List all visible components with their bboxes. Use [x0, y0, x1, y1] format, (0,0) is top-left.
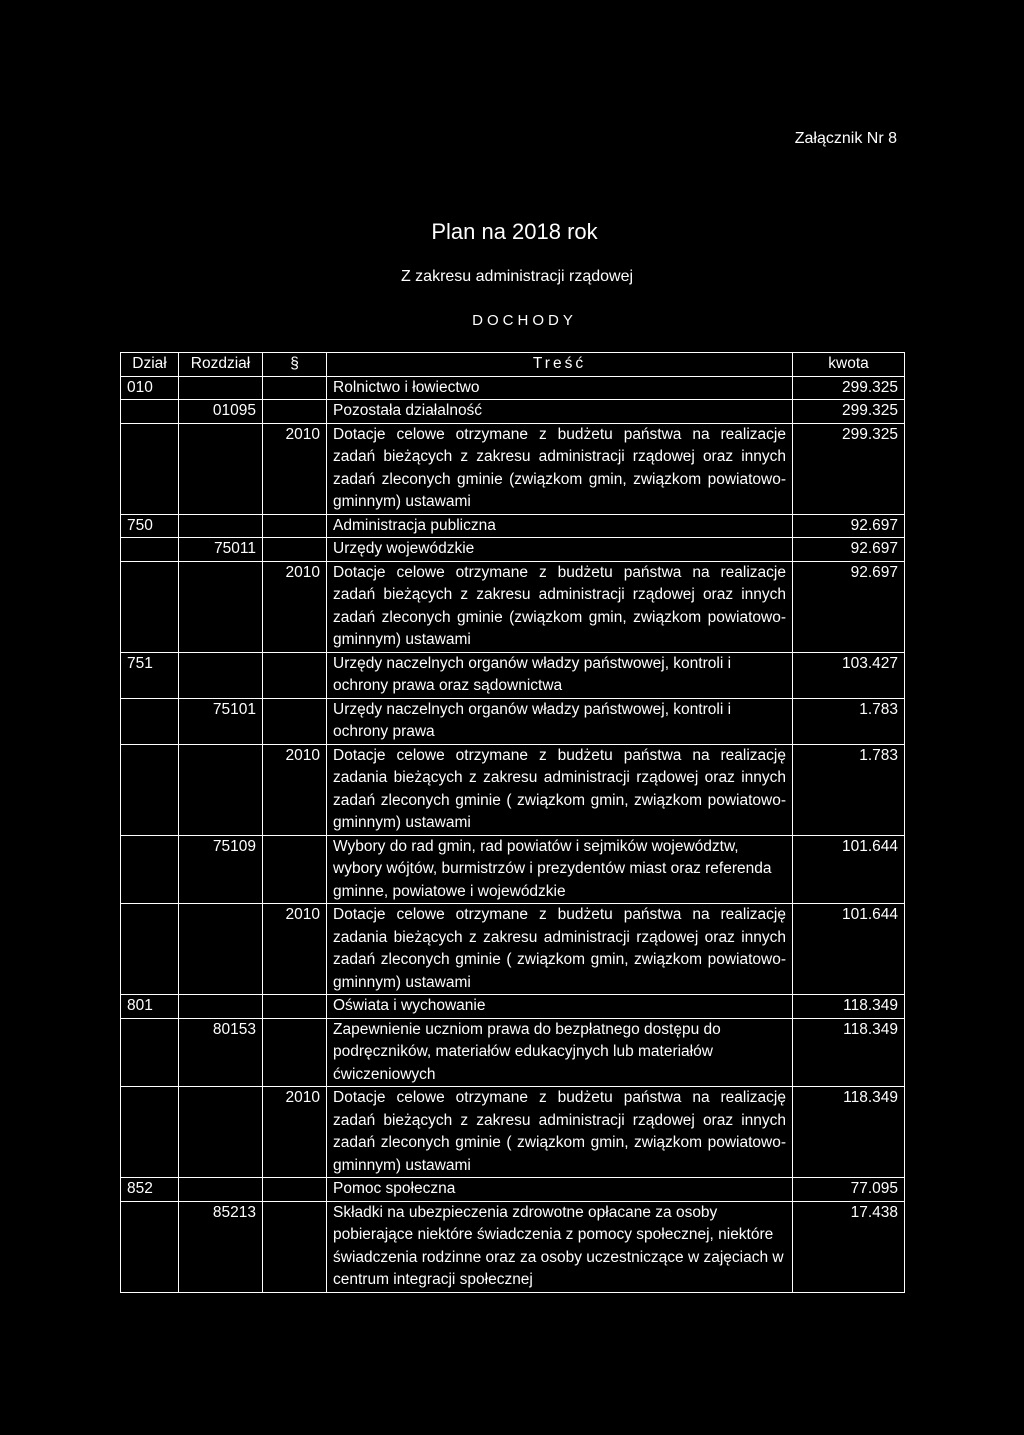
cell-rozdzial — [179, 652, 263, 698]
cell-kwota: 118.349 — [793, 1018, 905, 1087]
cell-rozdzial — [179, 561, 263, 652]
cell-paragraf — [263, 400, 327, 424]
table-row — [121, 400, 905, 424]
cell-kwota: 299.325 — [793, 376, 905, 400]
cell-kwota: 118.349 — [793, 995, 905, 1019]
table-row — [121, 1201, 905, 1292]
cell-dzial — [121, 835, 179, 904]
cell-rozdzial — [179, 376, 263, 400]
cell-paragraf: 2010 — [263, 744, 327, 835]
cell-dzial — [121, 561, 179, 652]
cell-rozdzial: 75101 — [179, 698, 263, 744]
cell-dzial — [121, 1018, 179, 1087]
cell-dzial: 852 — [121, 1178, 179, 1202]
cell-kwota: 77.095 — [793, 1178, 905, 1202]
cell-dzial — [121, 1087, 179, 1178]
cell-dzial — [121, 698, 179, 744]
cell-kwota: 1.783 — [793, 698, 905, 744]
cell-tresc: Dotacje celowe otrzymane z budżetu państwa na realizacje zadań bieżących z zakresu administracji rządowej oraz innych zadań zleconych gminie (związkom gmin, związkom powiatowo-gminnym) ustawami — [327, 423, 793, 514]
cell-tresc: Dotacje celowe otrzymane z budżetu państwa na realizację zadań bieżących z zakresu administracji rządowej oraz innych zadań zleconych gminie ( związkom gmin, związkom powiatowo-gminnym) ustawami — [327, 1087, 793, 1178]
cell-rozdzial: 80153 — [179, 1018, 263, 1087]
cell-tresc: Pozostała działalność — [327, 400, 793, 424]
cell-tresc: Oświata i wychowanie — [327, 995, 793, 1019]
cell-kwota: 92.697 — [793, 538, 905, 562]
cell-kwota: 17.438 — [793, 1201, 905, 1292]
table-row — [121, 1178, 905, 1202]
cell-kwota: 299.325 — [793, 423, 905, 514]
table-header-row — [121, 353, 905, 377]
table-row — [121, 904, 905, 995]
cell-kwota: 1.783 — [793, 744, 905, 835]
cell-kwota: 103.427 — [793, 652, 905, 698]
table-row — [121, 744, 905, 835]
cell-kwota: 118.349 — [793, 1087, 905, 1178]
cell-dzial — [121, 538, 179, 562]
column-header-rozdzial: Rozdział — [179, 353, 263, 377]
cell-tresc: Dotacje celowe otrzymane z budżetu państwa na realizację zadania bieżących z zakresu administracji rządowej oraz innych zadań zleconych gminie ( związkom gmin, związkom powiatowo-gminnym) ustawami — [327, 904, 793, 995]
cell-kwota: 92.697 — [793, 561, 905, 652]
cell-rozdzial — [179, 514, 263, 538]
cell-rozdzial — [179, 904, 263, 995]
cell-rozdzial — [179, 995, 263, 1019]
cell-rozdzial: 01095 — [179, 400, 263, 424]
cell-dzial — [121, 400, 179, 424]
cell-rozdzial — [179, 1178, 263, 1202]
table-row — [121, 995, 905, 1019]
document-title: Plan na 2018 rok — [431, 219, 598, 244]
cell-dzial — [121, 423, 179, 514]
document-subtitle: Z zakresu administracji rządowej — [400, 268, 634, 285]
cell-dzial — [121, 904, 179, 995]
section-heading: DOCHODY — [472, 312, 577, 329]
column-header-paragraf: § — [263, 353, 327, 377]
cell-paragraf — [263, 538, 327, 562]
cell-paragraf — [263, 376, 327, 400]
cell-tresc: Dotacje celowe otrzymane z budżetu państwa na realizację zadania bieżących z zakresu administracji rządowej oraz innych zadań zleconych gminie ( związkom gmin, związkom powiatowo-gminnym) ustawami — [327, 744, 793, 835]
column-header-tresc: Treść — [327, 353, 793, 377]
cell-tresc: Urzędy wojewódzkie — [327, 538, 793, 562]
cell-paragraf — [263, 1178, 327, 1202]
cell-paragraf: 2010 — [263, 904, 327, 995]
cell-paragraf: 2010 — [263, 1087, 327, 1178]
cell-paragraf — [263, 698, 327, 744]
cell-rozdzial: 85213 — [179, 1201, 263, 1292]
cell-tresc: Pomoc społeczna — [327, 1178, 793, 1202]
table-row — [121, 538, 905, 562]
budget-table — [120, 352, 905, 1293]
cell-rozdzial — [179, 423, 263, 514]
cell-paragraf — [263, 835, 327, 904]
table-body — [121, 376, 905, 1292]
cell-kwota: 299.325 — [793, 400, 905, 424]
cell-kwota: 92.697 — [793, 514, 905, 538]
cell-paragraf — [263, 514, 327, 538]
table-row — [121, 835, 905, 904]
cell-dzial: 750 — [121, 514, 179, 538]
cell-kwota: 101.644 — [793, 904, 905, 995]
cell-tresc: Administracja publiczna — [327, 514, 793, 538]
table-row — [121, 423, 905, 514]
cell-kwota: 101.644 — [793, 835, 905, 904]
table-row — [121, 561, 905, 652]
column-header-kwota: kwota — [793, 353, 905, 377]
cell-dzial — [121, 1201, 179, 1292]
cell-paragraf — [263, 652, 327, 698]
cell-paragraf — [263, 1201, 327, 1292]
annex-label: Załącznik Nr 8 — [794, 130, 897, 147]
cell-tresc: Dotacje celowe otrzymane z budżetu państwa na realizacje zadań bieżących z zakresu administracji rządowej oraz innych zadań zleconych gminie (związkom gmin, związkom powiatowo-gminnym) ustawami — [327, 561, 793, 652]
cell-paragraf — [263, 1018, 327, 1087]
cell-dzial: 801 — [121, 995, 179, 1019]
table-row — [121, 1018, 905, 1087]
cell-dzial: 751 — [121, 652, 179, 698]
cell-rozdzial: 75109 — [179, 835, 263, 904]
cell-tresc: Wybory do rad gmin, rad powiatów i sejmików województw, wybory wójtów, burmistrzów i prezydentów miast oraz referenda gminne, powiatowe i wojewódzkie — [327, 835, 793, 904]
column-header-dzial: Dział — [121, 353, 179, 377]
cell-rozdzial — [179, 1087, 263, 1178]
cell-tresc: Zapewnienie uczniom prawa do bezpłatnego dostępu do podręczników, materiałów edukacyjnych lub materiałów ćwiczeniowych — [327, 1018, 793, 1087]
table-row — [121, 652, 905, 698]
table-row — [121, 698, 905, 744]
cell-paragraf — [263, 995, 327, 1019]
table-row — [121, 376, 905, 400]
cell-tresc: Rolnictwo i łowiectwo — [327, 376, 793, 400]
cell-tresc: Urzędy naczelnych organów władzy państwowej, kontroli i ochrony prawa — [327, 698, 793, 744]
cell-rozdzial: 75011 — [179, 538, 263, 562]
cell-dzial — [121, 744, 179, 835]
cell-paragraf: 2010 — [263, 423, 327, 514]
table-row — [121, 1087, 905, 1178]
cell-rozdzial — [179, 744, 263, 835]
cell-tresc: Urzędy naczelnych organów władzy państwowej, kontroli i ochrony prawa oraz sądownictwa — [327, 652, 793, 698]
cell-dzial: 010 — [121, 376, 179, 400]
cell-tresc: Składki na ubezpieczenia zdrowotne opłacane za osoby pobierające niektóre świadczenia z pomocy społecznej, niektóre świadczenia rodzinne oraz za osoby uczestniczące w zajęciach w centrum integracji społecznej — [327, 1201, 793, 1292]
cell-paragraf: 2010 — [263, 561, 327, 652]
table-row — [121, 514, 905, 538]
